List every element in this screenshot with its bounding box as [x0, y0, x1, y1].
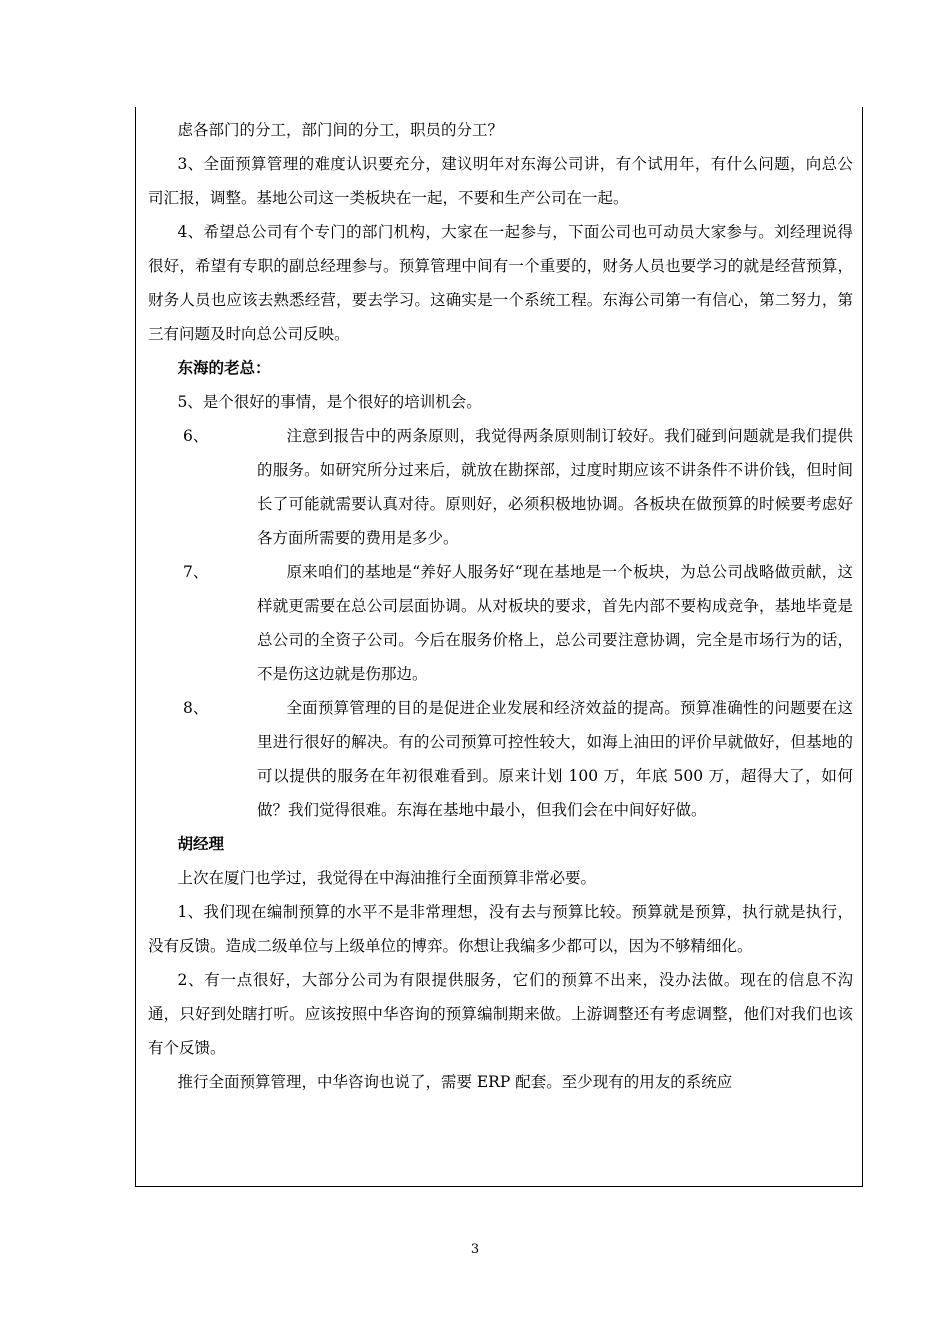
- list-number-7: 7、: [183, 563, 209, 581]
- list-text-8: 全面预算管理的目的是促进企业发展和经济效益的提高。预算准确性的问题要在这里进行很好的解决。有的公司预算可控性较大，如海上油田的评价早就做好，但基地的可以提供的服务在年初很难看到。原来计划 100 万，年底 500 万，超得大了，如何做？我们觉得很难。东海在基地中最小，但我们会在中间好好做。: [257, 699, 853, 819]
- document-body: [148, 113, 853, 1099]
- list-number-6: 6、: [183, 427, 209, 445]
- paragraph-9: 上次在厦门也学过，我觉得在中海油推行全面预算非常必要。: [177, 869, 596, 887]
- paragraph-11: 2、有一点很好，大部分公司为有限提供服务，它们的预算不出来，没办法做。现在的信息不沟通，只好到处瞎打听。应该按照中华咨询的预算编制期来做。上游调整还有考虑调整，他们对我们也该有个反馈。: [148, 971, 853, 1057]
- paragraph-line-1: 虑各部门的分工，部门间的分工，职员的分工？: [177, 121, 503, 139]
- heading-donghai-boss: 东海的老总：: [177, 358, 271, 377]
- list-number-8: 8、: [183, 699, 209, 717]
- list-item-6: [148, 419, 853, 555]
- paragraph-4: 4、希望总公司有个专门的部门机构，大家在一起参与，下面公司也可动员大家参与。刘经理说得很好，希望有专职的副总经理参与。预算管理中间有一个重要的，财务人员也要学习的就是经营预算，财务人员也应该去熟悉经营，要去学习。这确实是一个系统工程。东海公司第一有信心，第二努力，第三有问题及时向总公司反映。: [148, 223, 853, 343]
- paragraph-3: 3、全面预算管理的难度认识要充分，建议明年对东海公司讲，有个试用年，有什么问题，向总公司汇报，调整。基地公司这一类板块在一起，不要和生产公司在一起。: [148, 155, 853, 207]
- page-number: 3: [470, 1242, 480, 1257]
- paragraph-5: 5、是个很好的事情，是个很好的培训机会。: [177, 393, 482, 411]
- paragraph-12: 推行全面预算管理，中华咨询也说了，需要 ERP 配套。至少现有的用友的系统应: [177, 1073, 733, 1091]
- list-item-8: [148, 691, 853, 827]
- paragraph-10: 1、我们现在编制预算的水平不是非常理想，没有去与预算比较。预算就是预算，执行就是执行，没有反馈。造成二级单位与上级单位的博弈。你想让我编多少都可以，因为不够精细化。: [148, 903, 853, 955]
- list-text-6: 注意到报告中的两条原则，我觉得两条原则制订较好。我们碰到问题就是我们提供的服务。如研究所分过来后，就放在勘探部，过度时期应该不讲条件不讲价钱，但时间长了可能就需要认真对待。原则好，必须积极地协调。各板块在做预算的时候要考虑好各方面所需要的费用是多少。: [257, 427, 853, 547]
- list-text-7: 原来咱们的基地是“养好人服务好“现在基地是一个板块，为总公司战略做贡献，这样就更需要在总公司层面协调。从对板块的要求，首先内部不要构成竞争，基地毕竟是总公司的全资子公司。今后在服务价格上，总公司要注意协调，完全是市场行为的话，不是伤这边就是伤那边。: [257, 563, 853, 683]
- heading-manager-hu: 胡经理: [177, 834, 224, 853]
- list-item-7: [148, 555, 853, 691]
- document-table-cell: [135, 107, 863, 1187]
